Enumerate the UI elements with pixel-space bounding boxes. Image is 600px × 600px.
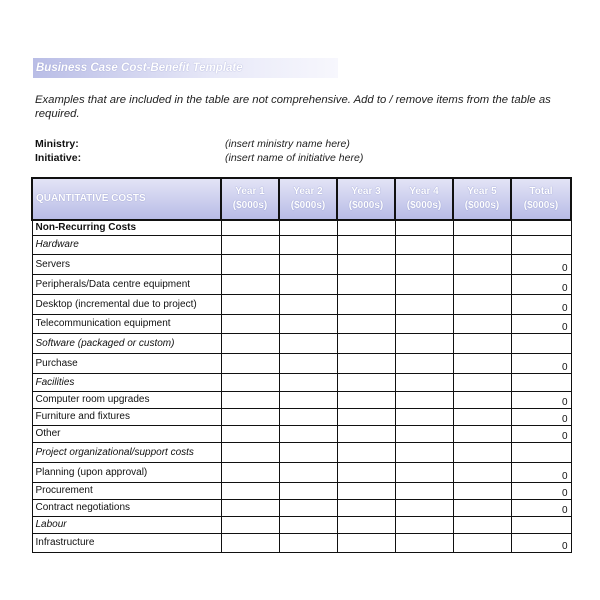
year-4-cell[interactable] — [395, 442, 453, 462]
year-1-cell[interactable] — [221, 294, 279, 314]
year-2-cell[interactable] — [279, 462, 337, 482]
year-2-cell[interactable] — [279, 294, 337, 314]
year-2-cell[interactable] — [279, 353, 337, 373]
year-4-cell[interactable] — [395, 516, 453, 533]
ministry-label: Ministry: — [35, 138, 79, 150]
header-line1: Year 1 — [235, 186, 265, 197]
table-row — [32, 425, 571, 442]
year-5-cell[interactable] — [453, 373, 511, 391]
year-3-cell[interactable] — [337, 254, 395, 274]
ministry-value[interactable]: (insert ministry name here) — [225, 138, 350, 150]
year-2-cell[interactable] — [279, 516, 337, 533]
year-4-cell[interactable] — [395, 314, 453, 333]
total-cell: 0 — [511, 408, 571, 425]
table-row — [32, 274, 571, 294]
year-5-cell[interactable] — [453, 482, 511, 499]
row-label: Planning (upon approval) — [32, 462, 221, 482]
year-5-cell[interactable] — [453, 533, 511, 552]
year-3-cell[interactable] — [337, 373, 395, 391]
year-3-cell[interactable] — [337, 482, 395, 499]
table-row — [32, 235, 571, 254]
year-5-cell[interactable] — [453, 254, 511, 274]
year-5-cell[interactable] — [453, 408, 511, 425]
year-3-cell[interactable] — [337, 425, 395, 442]
year-5-cell[interactable] — [453, 333, 511, 353]
total-cell: 0 — [511, 294, 571, 314]
row-label: Desktop (incremental due to project) — [32, 294, 221, 314]
header-quantitative-costs — [32, 178, 221, 220]
year-3-cell[interactable] — [337, 274, 395, 294]
year-3-cell[interactable] — [337, 499, 395, 516]
header-line1: Year 4 — [409, 186, 439, 197]
year-2-cell[interactable] — [279, 499, 337, 516]
table-row — [32, 294, 571, 314]
year-2-cell[interactable] — [279, 314, 337, 333]
year-5-cell[interactable] — [453, 294, 511, 314]
year-4-cell[interactable] — [395, 462, 453, 482]
year-3-cell[interactable] — [337, 314, 395, 333]
year-3-cell[interactable] — [337, 220, 395, 235]
year-1-cell[interactable] — [221, 533, 279, 552]
year-5-cell[interactable] — [453, 274, 511, 294]
year-2-cell[interactable] — [279, 254, 337, 274]
year-4-cell[interactable] — [395, 533, 453, 552]
total-cell — [511, 373, 571, 391]
year-4-cell[interactable] — [395, 220, 453, 235]
row-label: Furniture and fixtures — [32, 408, 221, 425]
year-1-cell[interactable] — [221, 254, 279, 274]
year-3-cell[interactable] — [337, 533, 395, 552]
costs-table-container — [31, 177, 570, 553]
total-cell: 0 — [511, 391, 571, 408]
total-cell — [511, 220, 571, 235]
initiative-value[interactable]: (insert name of initiative here) — [225, 152, 364, 164]
year-2-cell[interactable] — [279, 274, 337, 294]
year-4-cell[interactable] — [395, 425, 453, 442]
header-line2: ($000s) — [232, 200, 268, 211]
row-label: Servers — [32, 254, 221, 274]
total-cell: 0 — [511, 314, 571, 333]
year-3-cell[interactable] — [337, 333, 395, 353]
year-1-cell[interactable] — [221, 408, 279, 425]
header-line2: ($000s) — [290, 200, 326, 211]
year-3-cell[interactable] — [337, 516, 395, 533]
year-3-cell[interactable] — [337, 235, 395, 254]
row-label: Infrastructure — [32, 533, 221, 552]
table-row — [32, 373, 571, 391]
total-cell: 0 — [511, 462, 571, 482]
table-body — [32, 220, 571, 552]
header-line2: ($000s) — [464, 200, 500, 211]
year-5-cell[interactable] — [453, 391, 511, 408]
year-5-cell[interactable] — [453, 220, 511, 235]
year-1-cell[interactable] — [221, 425, 279, 442]
row-label: Facilities — [32, 373, 221, 391]
year-2-cell[interactable] — [279, 235, 337, 254]
year-2-cell[interactable] — [279, 373, 337, 391]
total-cell: 0 — [511, 533, 571, 552]
table-row — [32, 391, 571, 408]
year-3-cell[interactable] — [337, 391, 395, 408]
year-1-cell[interactable] — [221, 220, 279, 235]
row-label: Telecommunication equipment — [32, 314, 221, 333]
table-header-row — [32, 178, 571, 220]
row-label: Software (packaged or custom) — [32, 333, 221, 353]
costs-table — [31, 177, 572, 553]
year-1-cell[interactable] — [221, 516, 279, 533]
year-4-cell[interactable] — [395, 254, 453, 274]
row-label: Computer room upgrades — [32, 391, 221, 408]
year-4-cell[interactable] — [395, 333, 453, 353]
total-cell — [511, 442, 571, 462]
header-line2: ($000s) — [406, 200, 442, 211]
header-col-5 — [453, 178, 511, 220]
table-row — [32, 516, 571, 533]
year-3-cell[interactable] — [337, 353, 395, 373]
year-4-cell[interactable] — [395, 353, 453, 373]
year-4-cell[interactable] — [395, 373, 453, 391]
total-cell: 0 — [511, 425, 571, 442]
row-label: Labour — [32, 516, 221, 533]
year-2-cell[interactable] — [279, 220, 337, 235]
header-line1: Year 3 — [351, 186, 381, 197]
year-2-cell[interactable] — [279, 333, 337, 353]
row-label: Hardware — [32, 235, 221, 254]
table-row — [32, 462, 571, 482]
year-1-cell[interactable] — [221, 314, 279, 333]
year-4-cell[interactable] — [395, 391, 453, 408]
total-cell — [511, 516, 571, 533]
year-1-cell[interactable] — [221, 235, 279, 254]
total-cell: 0 — [511, 274, 571, 294]
table-row — [32, 220, 571, 235]
year-2-cell[interactable] — [279, 391, 337, 408]
table-row — [32, 408, 571, 425]
year-1-cell[interactable] — [221, 499, 279, 516]
year-3-cell[interactable] — [337, 408, 395, 425]
row-label: Purchase — [32, 353, 221, 373]
year-4-cell[interactable] — [395, 235, 453, 254]
header-line1: Total — [529, 186, 553, 197]
year-3-cell[interactable] — [337, 294, 395, 314]
year-1-cell[interactable] — [221, 482, 279, 499]
header-line2: ($000s) — [348, 200, 384, 211]
table-row — [32, 254, 571, 274]
header-col-3 — [337, 178, 395, 220]
year-5-cell[interactable] — [453, 425, 511, 442]
year-3-cell[interactable] — [337, 462, 395, 482]
initiative-label: Initiative: — [35, 152, 82, 164]
total-cell — [511, 333, 571, 353]
row-label: Contract negotiations — [32, 499, 221, 516]
year-1-cell[interactable] — [221, 353, 279, 373]
year-5-cell[interactable] — [453, 499, 511, 516]
row-label: Procurement — [32, 482, 221, 499]
table-row — [32, 499, 571, 516]
total-cell: 0 — [511, 353, 571, 373]
header-col-6 — [511, 178, 571, 220]
year-4-cell[interactable] — [395, 408, 453, 425]
year-5-cell[interactable] — [453, 235, 511, 254]
total-cell: 0 — [511, 482, 571, 499]
document-title: Business Case Cost-Benefit Template — [33, 58, 338, 78]
row-label: Peripherals/Data centre equipment — [32, 274, 221, 294]
total-cell — [511, 235, 571, 254]
row-label: Non-Recurring Costs — [32, 220, 221, 235]
header-col-2 — [279, 178, 337, 220]
year-1-cell[interactable] — [221, 442, 279, 462]
total-cell: 0 — [511, 499, 571, 516]
table-row — [32, 533, 571, 552]
table-row — [32, 314, 571, 333]
year-5-cell[interactable] — [453, 353, 511, 373]
year-1-cell[interactable] — [221, 373, 279, 391]
table-row — [32, 442, 571, 462]
year-4-cell[interactable] — [395, 294, 453, 314]
year-1-cell[interactable] — [221, 391, 279, 408]
year-4-cell[interactable] — [395, 482, 453, 499]
table-row — [32, 333, 571, 353]
header-col-1 — [221, 178, 279, 220]
table-row — [32, 353, 571, 373]
year-2-cell[interactable] — [279, 408, 337, 425]
year-2-cell[interactable] — [279, 442, 337, 462]
year-5-cell[interactable] — [453, 516, 511, 533]
header-line2: ($000s) — [523, 200, 559, 211]
total-cell: 0 — [511, 254, 571, 274]
table-row — [32, 482, 571, 499]
year-2-cell[interactable] — [279, 425, 337, 442]
intro-text: Examples that are included in the table are not comprehensive. Add to / remove items from the table as required. — [35, 94, 551, 120]
year-5-cell[interactable] — [453, 442, 511, 462]
header-line1: Year 5 — [467, 186, 497, 197]
header-col-4 — [395, 178, 453, 220]
header-line1: Year 2 — [293, 186, 323, 197]
year-5-cell[interactable] — [453, 462, 511, 482]
year-1-cell[interactable] — [221, 462, 279, 482]
year-5-cell[interactable] — [453, 314, 511, 333]
year-1-cell[interactable] — [221, 274, 279, 294]
year-2-cell[interactable] — [279, 482, 337, 499]
year-4-cell[interactable] — [395, 274, 453, 294]
year-3-cell[interactable] — [337, 442, 395, 462]
row-label: Project organizational/support costs — [32, 442, 221, 462]
row-label: Other — [32, 425, 221, 442]
year-4-cell[interactable] — [395, 499, 453, 516]
header-line1: QUANTITATIVE COSTS — [36, 193, 146, 204]
year-1-cell[interactable] — [221, 333, 279, 353]
year-2-cell[interactable] — [279, 533, 337, 552]
